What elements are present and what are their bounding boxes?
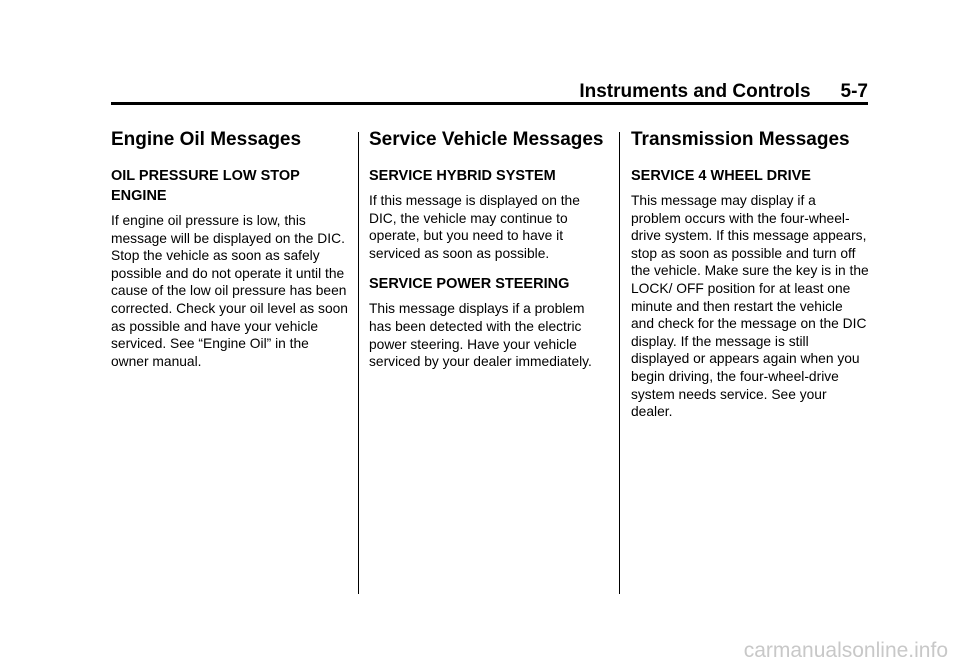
message-heading: SERVICE POWER STEERING <box>369 276 570 293</box>
message-heading: OIL PRESSURE LOW STOP ENGINE <box>111 168 300 204</box>
header-rule <box>111 102 868 105</box>
message-heading: SERVICE HYBRID SYSTEM <box>369 168 556 184</box>
running-header <box>579 80 868 104</box>
watermark: carmanualsonline.info <box>743 639 948 662</box>
section-title: Instruments and Controls <box>579 81 811 102</box>
column-transmission <box>631 128 869 433</box>
section-heading: Service Vehicle Messages <box>369 129 604 150</box>
message-body: If engine oil pressure is low, this message will be displayed on the DIC. Stop the vehicle as soon as safely possible and do not operate it until the cause of the low oil pressure has been corrected. Check your oil level as soon as possible and have your vehicle serviced. See “Engine Oil” in the owner manual. <box>111 213 348 369</box>
page-number: 5-7 <box>840 81 868 102</box>
column-engine-oil <box>111 128 349 382</box>
message-body: This message may display if a problem occurs with the four-wheel-drive system. If this message appears, stop as soon as possible and turn off the vehicle. Make sure the key is in the LOCK/ OFF position for at least one minute and then restart the vehicle and check for the message on the DIC display. If the message is still displayed or appears again when you begin driving, the four-wheel-drive system needs service. See your dealer. <box>631 193 869 420</box>
message-body: If this message is displayed on the DIC, the vehicle may continue to operate, but you need to have it serviced as soon as possible. <box>369 193 580 261</box>
message-body: This message displays if a problem has been detected with the electric power steering. Have your vehicle serviced by your dealer immediately. <box>369 301 592 370</box>
column-service-vehicle <box>369 128 609 383</box>
column-divider <box>619 132 620 594</box>
message-heading: SERVICE 4 WHEEL DRIVE <box>631 168 811 184</box>
section-heading: Engine Oil Messages <box>111 129 302 150</box>
section-heading: Transmission Messages <box>631 129 850 150</box>
column-divider <box>358 132 359 594</box>
